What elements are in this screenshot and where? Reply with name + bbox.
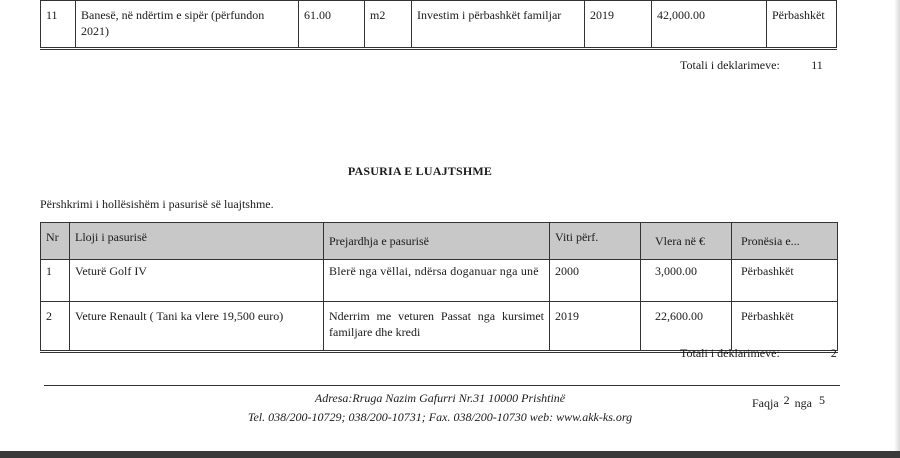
cell-description: Banesë, në ndërtim e sipër (përfundon 2021)	[76, 1, 299, 49]
table-row	[41, 302, 838, 352]
total-value: 2	[830, 346, 837, 360]
cell-area: 61.00	[299, 1, 365, 49]
page-label: Faqja	[752, 396, 779, 410]
total-value: 11	[811, 58, 823, 72]
cell-ownership: Përbashkët	[732, 302, 838, 352]
cell-year: 2000	[550, 260, 641, 302]
section-description: Përshkrimi i hollësishëm i pasurisë së luajtshme.	[40, 197, 274, 211]
immovable-property-table	[40, 0, 837, 50]
viewer-edge	[894, 0, 900, 458]
cell-unit: m2	[365, 1, 412, 49]
footer-contact: Tel. 038/200-10729; 038/200-10731; Fax. 038/200-10730 web: www.akk-ks.org	[247, 410, 633, 424]
cell-origin: Nderrim me veturen Passat nga kursimet familjare dhe kredi	[324, 302, 550, 352]
cell-origin: Blerë nga vëllai, ndërsa doganuar nga unë	[324, 260, 550, 302]
header-year: Viti përf.	[550, 223, 641, 260]
header-origin: Prejardhja e pasurisë	[324, 223, 550, 260]
total-label: Totali i deklarimeve:	[680, 58, 780, 72]
header-type: Lloji i pasurisë	[70, 223, 324, 260]
cell-value: 3,000.00	[641, 260, 732, 302]
table-row	[41, 1, 837, 49]
footer-address: Adresa:Rruga Nazim Gafurri Nr.31 10000 Prishtinë	[314, 391, 566, 405]
cell-ownership: Përbashkët	[767, 1, 837, 49]
table-header-row	[41, 223, 838, 260]
cell-origin: Investim i përbashkët familjar	[412, 1, 585, 49]
cell-year: 2019	[550, 302, 641, 352]
cell-type: Veture Renault ( Tani ka vlere 19,500 euro)	[70, 302, 324, 352]
movable-total	[680, 346, 837, 361]
footer-divider	[44, 385, 840, 386]
table-row	[41, 260, 838, 302]
section-title: PASURIA E LUAJTSHME	[347, 164, 493, 178]
cell-ownership: Përbashkët	[732, 260, 838, 302]
cell-nr: 11	[41, 1, 76, 49]
movable-property-table	[40, 222, 838, 353]
page-number	[752, 393, 825, 411]
cell-value: 42,000.00	[652, 1, 767, 49]
cell-nr: 2	[41, 302, 70, 352]
header-ownership: Pronësia e...	[732, 223, 838, 260]
cell-type: Veturë Golf IV	[70, 260, 324, 302]
viewer-bottom-bar	[0, 451, 900, 458]
total-label: Totali i deklarimeve:	[680, 346, 780, 360]
header-nr: Nr	[41, 223, 70, 260]
page-current: 2	[783, 393, 790, 407]
header-value: Vlera në €	[641, 223, 732, 260]
cell-nr: 1	[41, 260, 70, 302]
immovable-total	[680, 58, 823, 73]
page-total: 5	[819, 393, 825, 407]
cell-value: 22,600.00	[641, 302, 732, 352]
page-separator: nga	[794, 396, 812, 410]
cell-year: 2019	[585, 1, 652, 49]
